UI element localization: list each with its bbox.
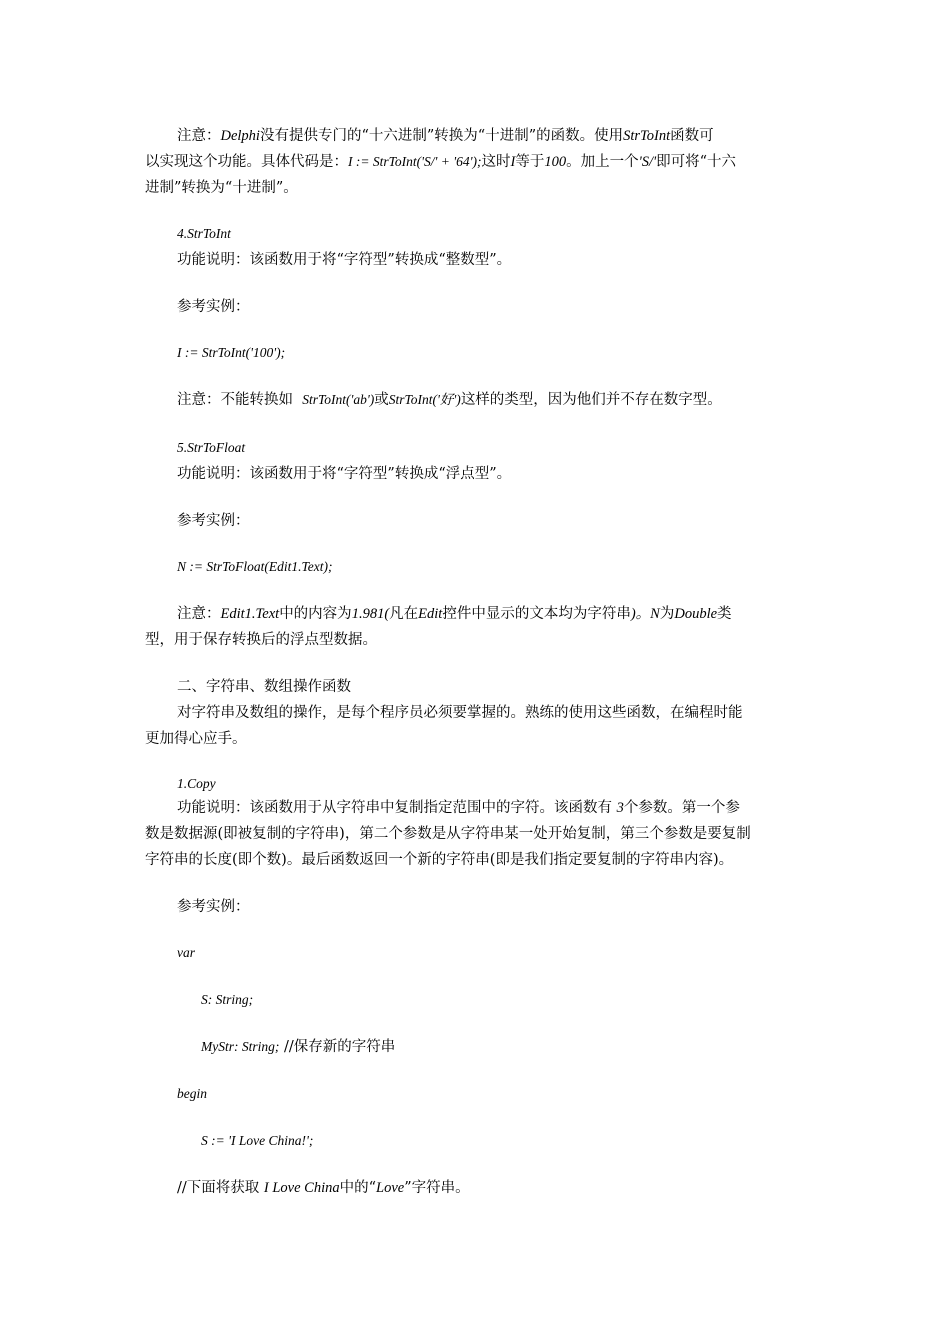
text: 1.981( (351, 606, 390, 622)
text: 这样的类型，因为他们并不存在数字型。 (460, 392, 722, 408)
text: I (510, 154, 516, 170)
code-inline: MyStr: String; (201, 1039, 280, 1054)
text: 控件中显示的文本均为字符串 (442, 606, 631, 622)
strtofloat-note-line-2: 型，用于保存转换后的浮点型数据。 (145, 632, 377, 648)
section-heading-strtofloat: 5.StrToFloat (177, 440, 246, 455)
strtofloat-example-label: 参考实例： (177, 513, 250, 529)
code-comment-line (177, 1178, 837, 1198)
code-line-assign: S := 'I Love China!'; (201, 1133, 314, 1148)
strtofloat-note-line-1 (177, 604, 837, 624)
note-hex-line-2 (145, 152, 805, 172)
text: 这时 (481, 154, 511, 170)
code-inline: I := StrToInt('S/' + '64'); (348, 154, 482, 169)
part2-heading: 二、字符串、数组操作函数 (177, 679, 351, 695)
strtoint-code: I := StrToInt('100'); (177, 345, 286, 360)
code-inline: StrToInt('好') (388, 392, 461, 407)
text: Edit1.Text (220, 606, 280, 622)
text: 以实现这个功能。具体代码是： (145, 154, 348, 170)
copy-example-label: 参考实例： (177, 899, 250, 915)
text: 为 (659, 606, 675, 622)
text: 凡在 (389, 606, 419, 622)
note-hex-line-1 (177, 126, 837, 146)
text: 中的“ (339, 1180, 377, 1196)
strtoint-example-label: 参考实例： (177, 299, 250, 315)
strtoint-note (177, 390, 837, 410)
text: 注意： (177, 128, 221, 144)
text: 或 (374, 392, 389, 408)
text: 没有提供专门的“十六进制”转换为“十进制”的函数。使用 (259, 128, 624, 144)
copy-description-line-2: 数是数据源(即被复制的字符串)，第二个参数是从字符串某一处开始复制，第三个参数是要复制 (145, 826, 751, 842)
text: I Love China (263, 1180, 340, 1196)
code-line-var: var (177, 945, 195, 960)
copy-description-line-1 (177, 798, 837, 818)
text: 即可将“十六 (656, 154, 737, 170)
part2-intro-line-1: 对字符串及数组的操作，是每个程序员必须要掌握的。熟练的使用这些函数，在编程时能 (177, 705, 743, 721)
text: Love (376, 1180, 405, 1196)
text: //下面将获取 (177, 1180, 260, 1196)
text: 个参数。第一个参 (623, 800, 740, 816)
strtofloat-description: 功能说明：该函数用于将“字符型”转换成“浮点型”。 (177, 466, 512, 482)
text: 100 (544, 154, 567, 170)
text: 功能说明：该函数用于从字符串中复制指定范围中的字符。该函数有 (177, 800, 612, 816)
text: 等于 (515, 154, 545, 170)
text: ”字符串。 (404, 1180, 470, 1196)
text: 注意： (177, 606, 221, 622)
text: 注意：不能转换如 (177, 392, 293, 408)
text: 'S/' (638, 154, 657, 170)
strtoint-description: 功能说明：该函数用于将“字符型”转换成“整数型”。 (177, 252, 512, 268)
text: Double (674, 606, 718, 622)
text: )。 (630, 606, 651, 622)
code-line-mystr-decl (201, 1037, 861, 1057)
section-heading-strtoint: 4.StrToInt (177, 226, 231, 241)
strtofloat-code: N := StrToFloat(Edit1.Text); (177, 559, 333, 574)
text: Edit (418, 606, 443, 622)
text: //保存新的字符串 (283, 1039, 396, 1055)
note-hex-line-3: 进制”转换为“十进制”。 (145, 180, 298, 196)
code-line-begin: begin (177, 1086, 207, 1101)
text: Delphi (220, 128, 260, 144)
text: 3 (616, 800, 624, 816)
code-line-s-decl: S: String; (201, 992, 254, 1007)
copy-description-line-3: 字符串的长度(即个数)。最后函数返回一个新的字符串(即是我们指定要复制的字符串内容)。 (145, 852, 734, 868)
part2-intro-line-2: 更加得心应手。 (145, 731, 247, 747)
code-inline: StrToInt('ab') (302, 392, 375, 407)
text: StrToInt (623, 128, 671, 144)
section-heading-copy: 1.Copy (177, 776, 216, 791)
text: 函数可 (670, 128, 714, 144)
text: N (650, 606, 660, 622)
text: 。加上一个 (566, 154, 639, 170)
text: 类 (717, 606, 732, 622)
text: 中的内容为 (279, 606, 352, 622)
